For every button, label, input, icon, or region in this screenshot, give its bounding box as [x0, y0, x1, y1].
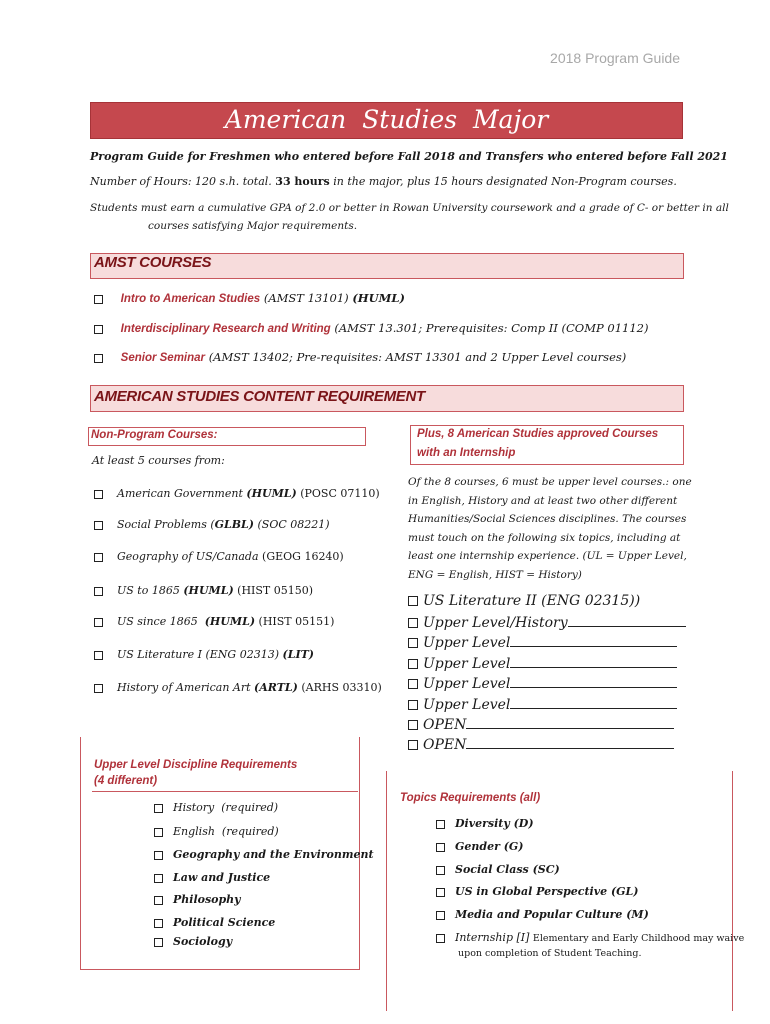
desc-line: must touch on the following six topics, including at: [408, 531, 681, 544]
checkbox[interactable]: [436, 866, 445, 875]
item-code: (HIST 05150): [233, 584, 314, 597]
topic-label: Diversity (D): [455, 817, 534, 830]
checkbox[interactable]: [94, 587, 103, 596]
slot-7: [408, 715, 674, 733]
checkbox[interactable]: [436, 911, 445, 920]
checkbox[interactable]: [436, 888, 445, 897]
checkbox[interactable]: [94, 618, 103, 627]
blank-line[interactable]: [568, 613, 686, 627]
hours-line: [90, 175, 677, 188]
checkbox[interactable]: [436, 820, 445, 829]
slot-5: [408, 674, 677, 692]
item-text: American Government: [117, 487, 247, 500]
checkbox[interactable]: [408, 659, 418, 669]
checkbox[interactable]: [436, 843, 445, 852]
upper-level-item: [154, 801, 278, 814]
item-tag: (HUML): [204, 615, 256, 628]
amst-courses-header: [90, 253, 684, 279]
upper-level-heading-underline: [92, 791, 358, 792]
topic-label: Social Class (SC): [455, 863, 560, 876]
checkbox[interactable]: [408, 740, 418, 750]
amst-course-3: [94, 350, 626, 364]
topic-item: [436, 863, 560, 876]
page-title: American Studies Major: [224, 105, 549, 134]
checkbox[interactable]: [408, 618, 418, 628]
amst-courses-heading: AMST COURSES: [94, 254, 212, 271]
plus-heading-line-2: with an Internship: [417, 447, 516, 459]
upper-level-item: [154, 825, 279, 838]
slot-2: [408, 613, 686, 631]
amst-course-detail: (AMST 13402; Pre-requisites: AMST 13301 and 2 Upper Level courses): [208, 350, 627, 364]
item-code: (HIST 05151): [255, 615, 335, 628]
content-req-heading: AMERICAN STUDIES CONTENT REQUIREMENT: [94, 388, 425, 405]
item-tag: (ARTL): [254, 681, 298, 694]
topics-right-border: [732, 771, 733, 1011]
slot-label: Upper Level/History: [423, 615, 568, 631]
non-program-heading: Non-Program Courses:: [91, 429, 218, 441]
upper-level-label: Philosophy: [173, 893, 241, 906]
upper-level-heading-2: (4 different): [94, 775, 158, 787]
topic-item: [436, 817, 534, 830]
checkbox[interactable]: [408, 679, 418, 689]
hours-prefix: Number of Hours: 120 s.h. total.: [90, 175, 272, 188]
plus-header: [410, 425, 684, 465]
checkbox[interactable]: [154, 919, 163, 928]
topic-label: Gender (G): [455, 840, 524, 853]
blank-line[interactable]: [510, 654, 677, 668]
amst-course-name: Intro to American Studies: [120, 293, 261, 305]
hours-suffix: in the major, plus 15 hours designated Non-Program courses.: [333, 175, 677, 188]
slot-1: [408, 593, 640, 609]
topic-item: [436, 885, 638, 898]
upper-level-bottom-border: [80, 969, 360, 970]
slot-label: Upper Level: [423, 635, 511, 651]
item-code: (POSC 07110): [296, 487, 380, 500]
checkbox[interactable]: [94, 684, 103, 693]
blank-line[interactable]: [510, 674, 677, 688]
slot-6: [408, 695, 677, 713]
slot-label: Upper Level: [423, 656, 511, 672]
blank-line[interactable]: [510, 633, 677, 647]
upper-level-label: Geography and the Environment: [173, 848, 374, 861]
checkbox[interactable]: [154, 804, 163, 813]
upper-level-item: [154, 848, 374, 861]
non-program-item-6: [94, 648, 314, 661]
desc-line: ENG = English, HIST = History): [408, 568, 582, 581]
upper-level-item: [154, 893, 241, 906]
blank-line[interactable]: [466, 735, 674, 749]
upper-level-heading-1: Upper Level Discipline Requirements: [94, 759, 298, 771]
gpa-line-1: Students must earn a cumulative GPA of 2.0 or better in Rowan University coursework and a grade of C- or better in all: [90, 202, 729, 214]
amst-course-2: [94, 321, 648, 335]
checkbox[interactable]: [94, 325, 103, 334]
checkbox[interactable]: [154, 896, 163, 905]
topic-label: US in Global Perspective (GL): [455, 885, 639, 898]
hours-bold: 33 hours: [275, 175, 330, 188]
amst-course-tag: (HUML): [352, 291, 405, 305]
desc-line: Of the 8 courses, 6 must be upper level courses.: one: [408, 476, 692, 488]
item-text: US since 1865: [117, 615, 205, 628]
topic-label: Internship [I]: [455, 931, 530, 944]
item-text: US to 1865: [117, 584, 184, 597]
amst-course-name: Interdisciplinary Research and Writing: [120, 323, 331, 335]
guide-label: 2018 Program Guide: [550, 50, 680, 66]
amst-course-name: Senior Seminar: [120, 352, 206, 364]
checkbox[interactable]: [154, 851, 163, 860]
non-program-item-7: [94, 681, 382, 694]
checkbox[interactable]: [94, 651, 103, 660]
blank-line[interactable]: [466, 715, 674, 729]
content-req-header: [90, 385, 684, 412]
topic-item: [436, 840, 524, 853]
program-subtitle: Program Guide for Freshmen who entered before Fall 2018 and Transfers who entered before Fall 2021: [90, 150, 728, 163]
desc-line: Humanities/Social Sciences disciplines. The courses: [408, 513, 687, 525]
non-program-header: [88, 427, 366, 446]
non-program-item-1: [94, 487, 380, 500]
slot-label: Upper Level: [423, 697, 511, 713]
checkbox[interactable]: [94, 295, 103, 304]
slot-label: OPEN: [423, 717, 467, 733]
item-text: History of American Art: [117, 681, 255, 694]
amst-course-detail: (AMST 13101): [263, 291, 349, 305]
item-tag: (HUML): [183, 584, 234, 597]
item-code: (GEOG 16240): [262, 550, 344, 563]
checkbox[interactable]: [408, 638, 418, 648]
topics-heading: Topics Requirements (all): [400, 792, 541, 804]
checkbox[interactable]: [94, 354, 103, 363]
upper-level-label: English (required): [173, 825, 279, 838]
upper-level-label: Law and Justice: [173, 871, 271, 884]
item-tag: (LIT): [282, 648, 314, 661]
checkbox[interactable]: [154, 874, 163, 883]
topic-label: Media and Popular Culture (M): [455, 908, 649, 921]
title-banner: [90, 102, 683, 139]
checkbox[interactable]: [408, 700, 418, 710]
topic-item-internship: [436, 931, 744, 944]
slot-8: [408, 735, 674, 753]
non-program-item-5: [94, 615, 334, 628]
slot-label: OPEN: [423, 737, 467, 753]
slot-3: [408, 633, 677, 651]
amst-course-detail: (AMST 13.301; Prerequisites: Comp II (COMP 01112): [334, 321, 649, 335]
upper-level-item: [154, 935, 232, 948]
topic-item: [436, 908, 649, 921]
item-text: Geography of US/Canada: [117, 550, 263, 563]
item-text: Social Problems (: [117, 518, 215, 531]
item-tag: (HUML): [246, 487, 297, 500]
upper-level-label: History (required): [173, 801, 279, 814]
internship-note-line-2: upon completion of Student Teaching.: [458, 948, 642, 959]
checkbox[interactable]: [94, 553, 103, 562]
slot-label: US Literature II (ENG 02315)): [423, 593, 641, 609]
desc-line: in English, History and at least two other different: [408, 494, 678, 507]
checkbox[interactable]: [154, 938, 163, 947]
plus-heading-line-1: Plus, 8 American Studies approved Courses: [417, 428, 659, 440]
non-program-intro: At least 5 courses from:: [92, 454, 225, 467]
internship-note: Elementary and Early Childhood may waive: [532, 933, 745, 944]
non-program-item-4: [94, 584, 313, 597]
upper-level-item: [154, 871, 270, 884]
non-program-item-2: [94, 518, 330, 531]
plus-description: [408, 473, 692, 584]
item-text: US Literature I (ENG 02313): [117, 648, 283, 661]
blank-line[interactable]: [510, 695, 677, 709]
item-tag: GLBL): [214, 518, 254, 531]
item-code: (ARHS 03310): [297, 681, 382, 694]
upper-level-label: Sociology: [173, 935, 233, 948]
desc-line: least one internship experience. (UL = Upper Level,: [408, 550, 687, 562]
item-code: (SOC 08221): [254, 518, 330, 531]
checkbox[interactable]: [408, 596, 418, 606]
checkbox[interactable]: [94, 490, 103, 499]
non-program-item-3: [94, 550, 344, 563]
checkbox[interactable]: [154, 828, 163, 837]
checkbox[interactable]: [436, 934, 445, 943]
topics-left-border: [386, 771, 387, 1011]
upper-level-label: Political Science: [173, 916, 276, 929]
slot-4: [408, 654, 677, 672]
slot-label: Upper Level: [423, 676, 511, 692]
upper-level-left-border: [80, 737, 81, 970]
amst-course-1: [94, 291, 405, 305]
checkbox[interactable]: [408, 720, 418, 730]
gpa-line-2: courses satisfying Major requirements.: [148, 220, 358, 232]
upper-level-item: [154, 916, 275, 929]
checkbox[interactable]: [94, 521, 103, 530]
